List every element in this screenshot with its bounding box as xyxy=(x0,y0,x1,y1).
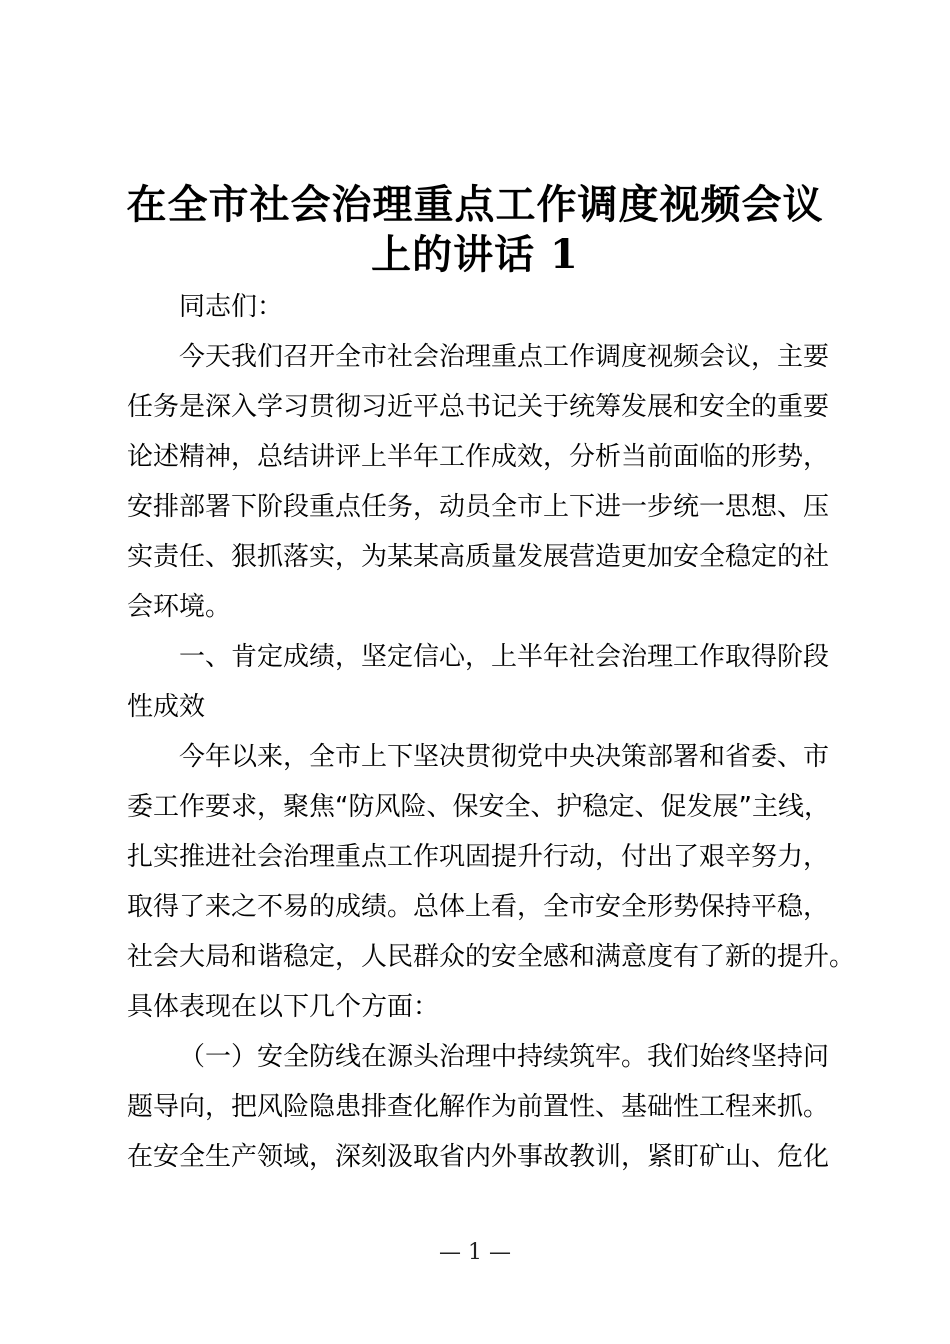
salutation xyxy=(127,282,833,332)
paragraph-line: 社会大局和谐稳定，人民群众的安全感和满意度有了新的提升。 xyxy=(127,942,856,972)
document-body xyxy=(127,282,856,1182)
paragraph-line: 取得了来之不易的成绩。总体上看，全市安全形势保持平稳， xyxy=(127,892,830,922)
page-number: — 1 — xyxy=(439,1240,511,1265)
title-line-2: 上的讲话 1 xyxy=(371,231,579,278)
paragraph-intro xyxy=(127,332,833,632)
paragraph-line: 在安全生产领域，深刻汲取省内外事故教训，紧盯矿山、危化 xyxy=(127,1142,830,1172)
paragraph-line: （一）安全防线在源头治理中持续筑牢。我们始终坚持问 xyxy=(179,1042,830,1072)
paragraph-line: 扎实推进社会治理重点工作巩固提升行动，付出了艰辛努力， xyxy=(127,842,830,872)
paragraph-line: 会环境。 xyxy=(127,592,232,622)
paragraph-subsection-1 xyxy=(127,1032,833,1182)
paragraph-line: 安排部署下阶段重点任务，动员全市上下进一步统一思想、压 xyxy=(127,492,830,522)
salutation-text: 同志们： xyxy=(179,292,284,322)
paragraph-line: 实责任、狠抓落实，为某某高质量发展营造更加安全稳定的社 xyxy=(127,542,830,572)
paragraph-line: 今天我们召开全市社会治理重点工作调度视频会议，主要 xyxy=(179,342,830,372)
heading-line: 一、肯定成绩，坚定信心，上半年社会治理工作取得阶段 xyxy=(179,642,830,672)
paragraph-line: 具体表现在以下几个方面： xyxy=(127,992,440,1022)
paragraph-summary xyxy=(127,732,856,1032)
paragraph-line: 任务是深入学习贯彻习近平总书记关于统筹发展和安全的重要 xyxy=(127,392,830,422)
paragraph-line: 今年以来，全市上下坚决贯彻党中央决策部署和省委、市 xyxy=(179,742,830,772)
section-heading-1 xyxy=(127,632,833,732)
heading-line: 性成效 xyxy=(127,692,206,722)
paragraph-line: 委工作要求，聚焦“防风险、保安全、护稳定、促发展”主线， xyxy=(127,792,830,822)
title-line-1: 在全市社会治理重点工作调度视频会议 xyxy=(126,181,824,228)
paragraph-line: 题导向，把风险隐患排查化解作为前置性、基础性工程来抓。 xyxy=(127,1092,830,1122)
document-title xyxy=(90,180,860,280)
paragraph-line: 论述精神，总结讲评上半年工作成效，分析当前面临的形势， xyxy=(127,442,830,472)
